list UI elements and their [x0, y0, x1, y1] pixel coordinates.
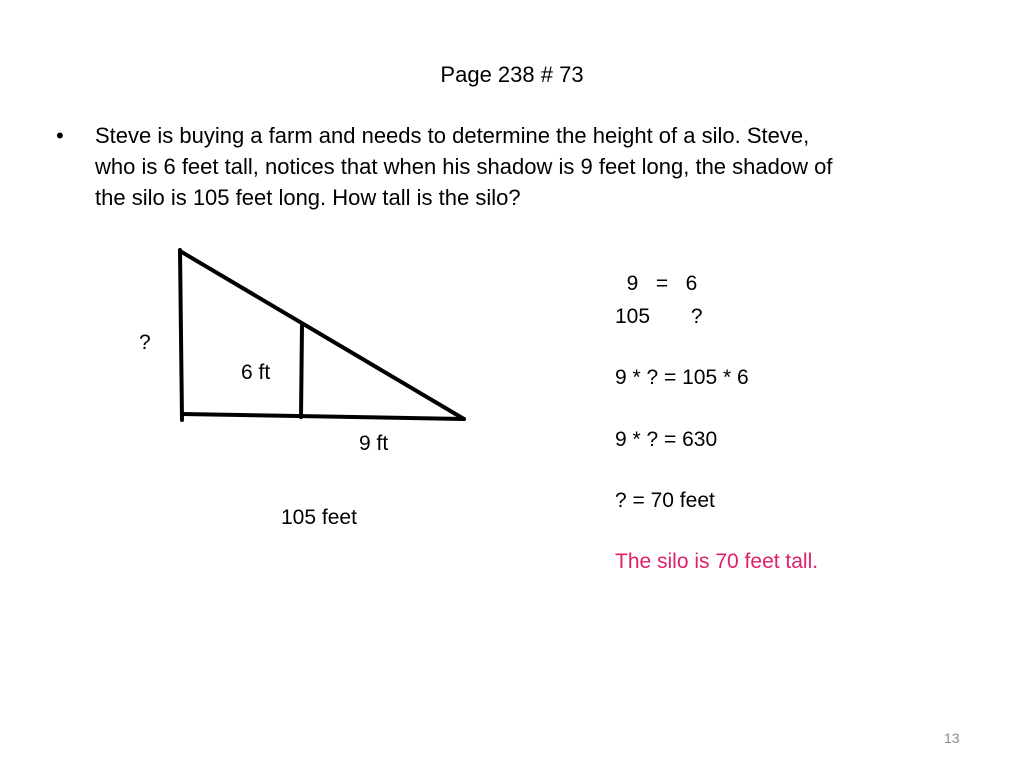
- page-title: Page 238 # 73: [440, 62, 584, 87]
- bullet-icon: •: [56, 123, 64, 148]
- silo-height-label: ?: [139, 331, 151, 354]
- person-shadow-label: 9 ft: [359, 432, 389, 455]
- person-vertical-line: [301, 325, 302, 417]
- ground-line: [182, 414, 464, 419]
- slide-number: 13: [944, 730, 960, 746]
- problem-text-line-2: who is 6 feet tall, notices that when his shadow is 9 feet long, the shadow of: [95, 154, 833, 179]
- person-height-label: 6 ft: [241, 361, 271, 384]
- simplify-step: 9 * ? = 630: [615, 428, 718, 451]
- result-step: ? = 70 feet: [615, 489, 715, 512]
- proportion-denominator: 105 ?: [615, 305, 703, 328]
- silo-vertical-line: [180, 250, 182, 420]
- problem-text-line-1: Steve is buying a farm and needs to determine the height of a silo. Steve,: [95, 123, 810, 148]
- proportion-numerator: 9 = 6: [615, 272, 698, 295]
- silo-shadow-label: 105 feet: [281, 506, 357, 529]
- answer-text: The silo is 70 feet tall.: [615, 550, 819, 573]
- cross-multiply-step: 9 * ? = 105 * 6: [615, 366, 749, 389]
- hypotenuse-line: [180, 251, 464, 419]
- problem-text-line-3: the silo is 105 feet long. How tall is the silo?: [95, 185, 521, 210]
